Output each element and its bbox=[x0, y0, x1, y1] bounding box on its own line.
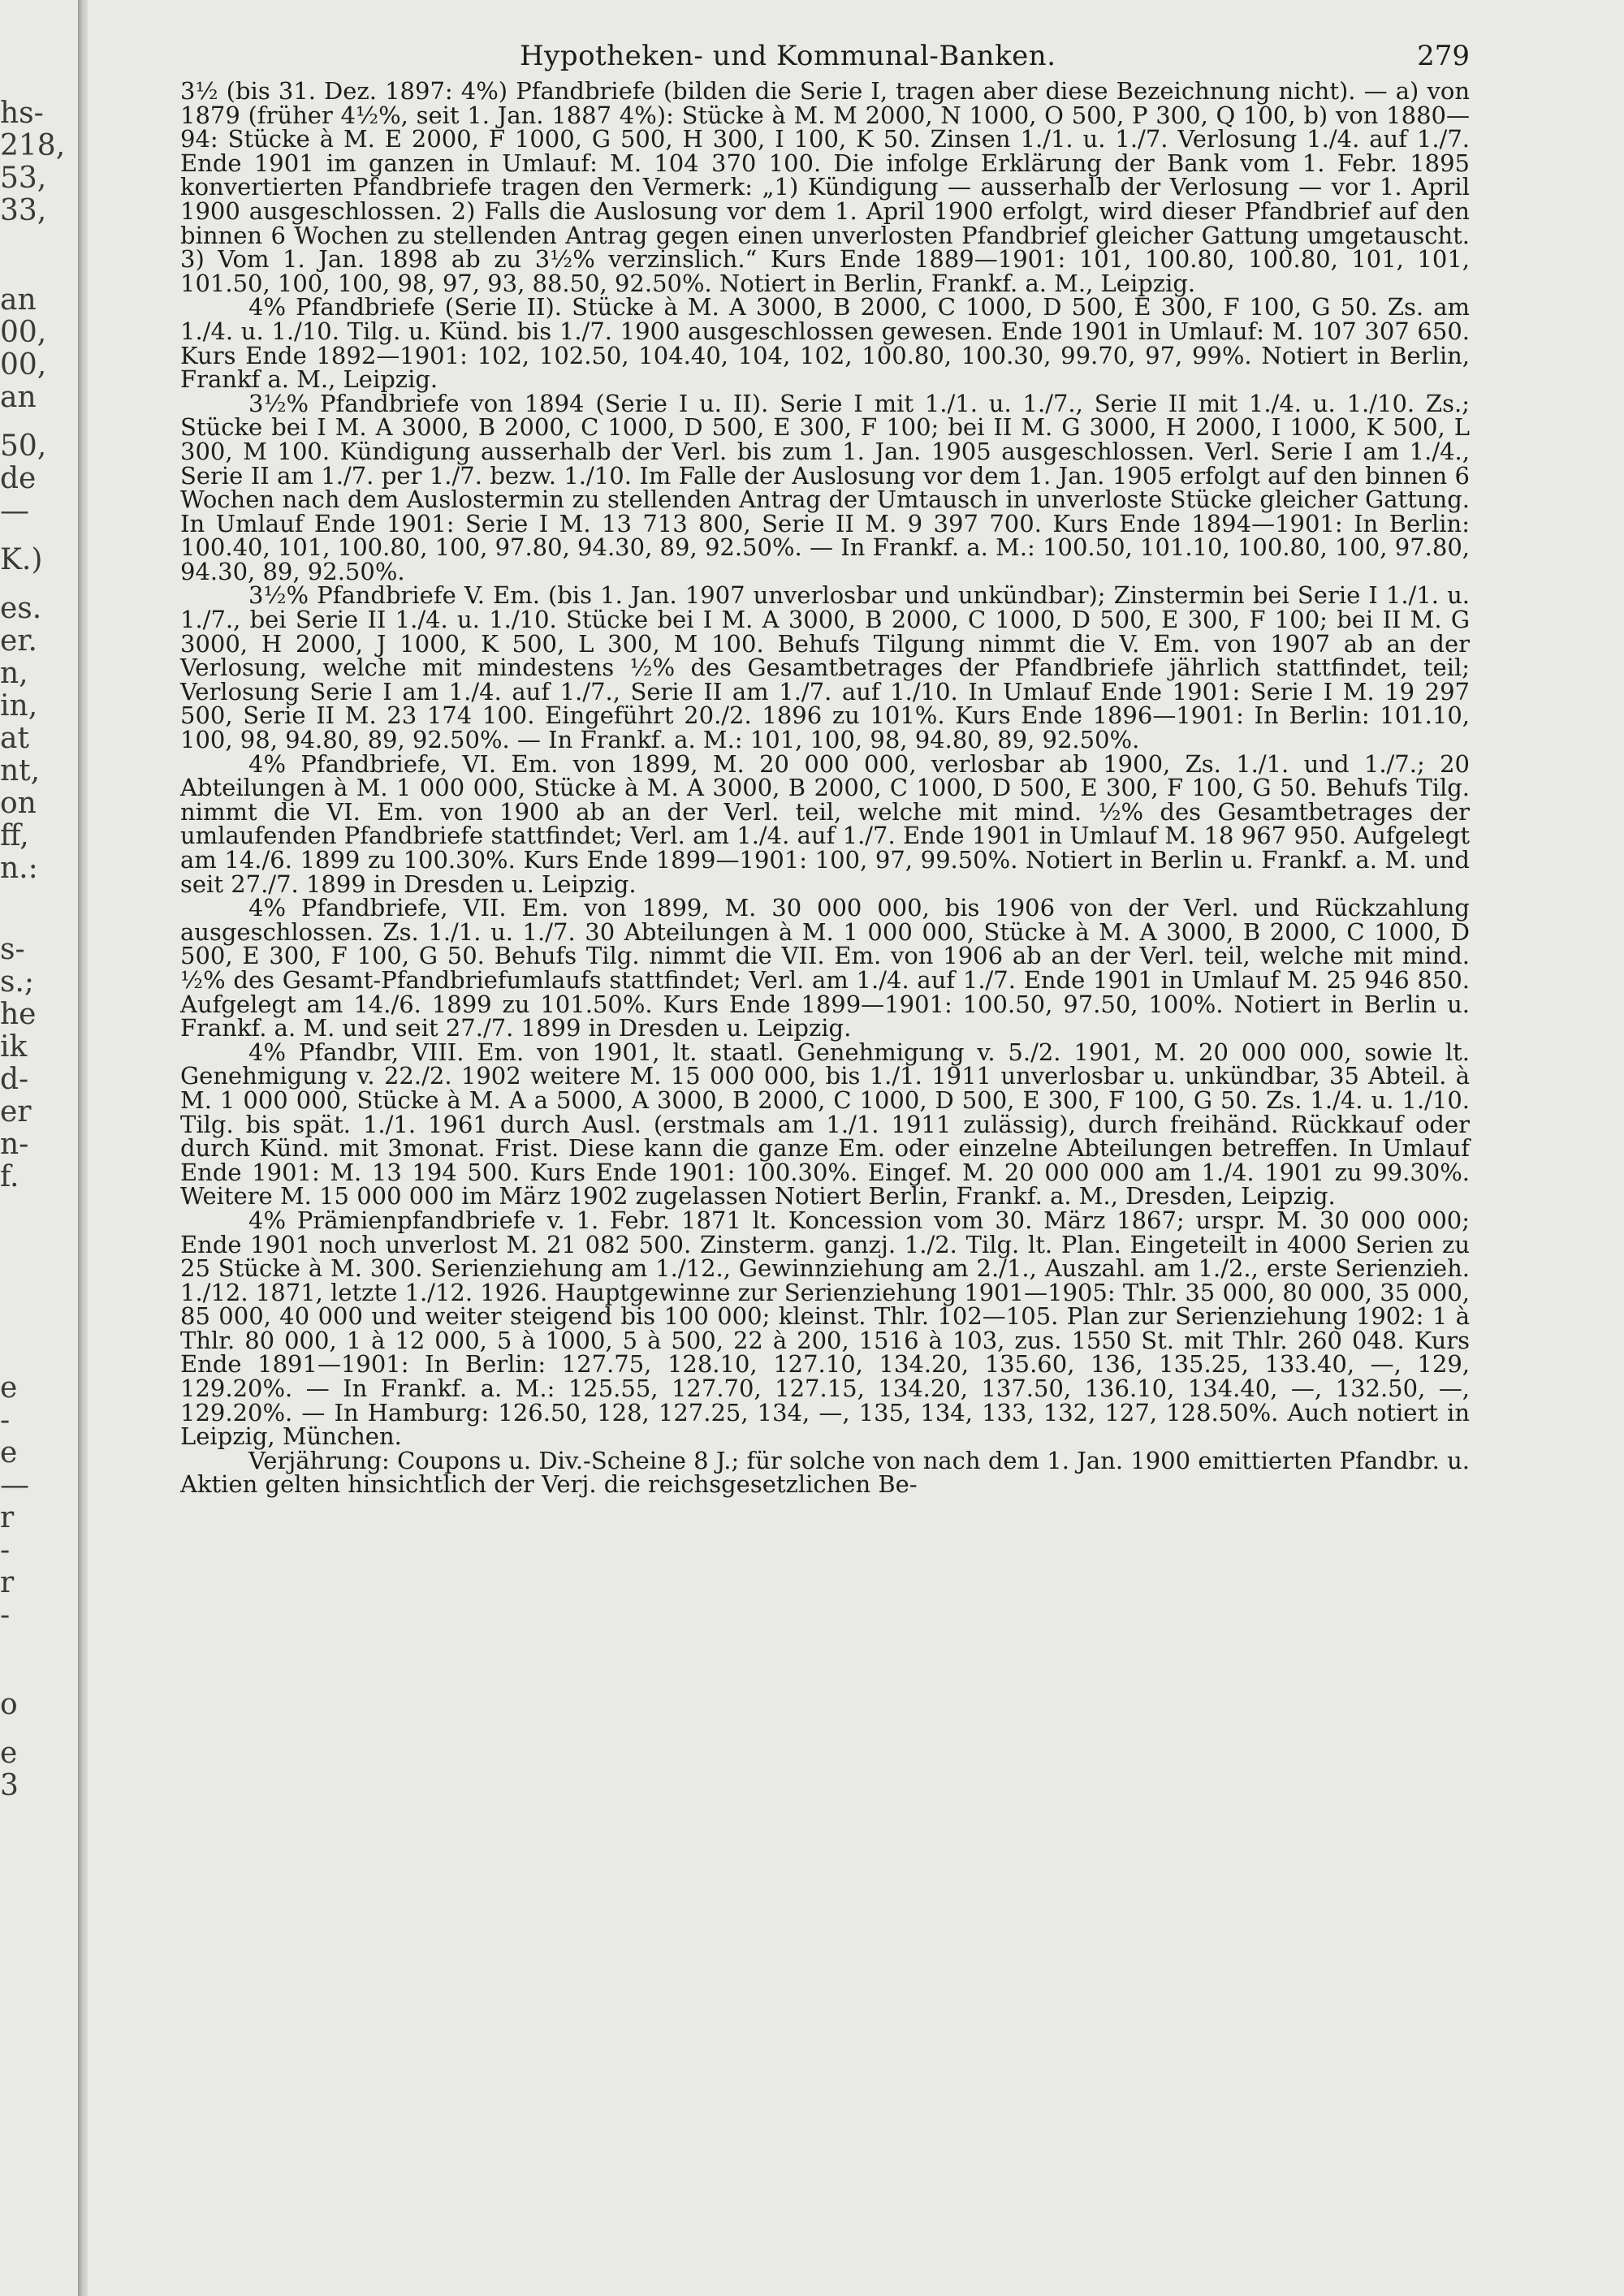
margin-fragment: 50, bbox=[0, 429, 47, 463]
margin-fragment: 3 bbox=[0, 1769, 19, 1802]
page-header bbox=[180, 32, 1470, 80]
margin-fragment: s- bbox=[0, 933, 25, 966]
margin-fragment: d- bbox=[0, 1063, 29, 1096]
page-fold-shadow bbox=[78, 0, 88, 2296]
margin-fragment: de bbox=[0, 462, 37, 495]
margin-fragment: n- bbox=[0, 1128, 29, 1161]
margin-fragment: f. bbox=[0, 1160, 19, 1193]
paragraph: 4% Pfandbriefe (Serie II). Stücke à M. A 3000, B 2000, C 1000, D 500, E 300, F 100, G 50. Zs. am 1./4. u. 1./10. Tilg. u. Künd. bis 1./7. 1900 ausgeschlossen gewesen. Ende 1901 in Umlauf: M. 107 307 650. Kurs Ende 1892—1901: 102, 102.50, 104.40, 104, 102, 100.80, 100.30, 99.70, 97, 99%. Notiert in Berlin, Frankf a. M., Leipzig. bbox=[180, 293, 1470, 394]
paragraph: 3½% Pfandbriefe von 1894 (Serie I u. II). Serie I mit 1./1. u. 1./7., Serie II mit 1./4. u. 1./10. Zs.; Stücke bei I M. A 3000, B 2000, C 1000, D 500, E 300, F 100; bei II M. G 3000, H 2000, I 1000, K 500, L 300, M 100. Kündigung ausserhalb der Verl. bis zum 1. Jan. 1905 ausgeschlossen. Verl. Serie I am 1./4., Serie II am 1./7. per 1./7. bezw. 1./10. Im Falle der Auslosung vor dem 1. Jan. 1905 erfolgt auf den binnen 6 Wochen nach dem Auslostermin zu stellenden Antrag der Umtausch in unverloste Stücke gleicher Gattung. In Umlauf Ende 1901: Serie I M. 13 713 800, Serie II M. 9 397 700. Kurs Ende 1894—1901: In Berlin: 100.40, 101, 100.80, 100, 97.80, 94.30, 89, 92.50%. — In Frankf. a. M.: 100.50, 101.10, 100.80, 100, 97.80, 94.30, 89, 92.50%. bbox=[180, 389, 1470, 585]
paragraph: 4% Pfandbriefe, VI. Em. von 1899, M. 20 000 000, verlosbar ab 1900, Zs. 1./1. und 1./7.; 20 Abteilungen à M. 1 000 000, Stücke à M. A 3000, B 2000, C 1000, D 500, E 300, F 100, G 50. Behufs Tilg. nimmt die VI. Em. von 1900 ab an der Verl. teil, welche mit mind. ½% des Gesamtbetrages der umlaufenden Pfandbriefe stattfindet; Verl. am 1./4. auf 1./7. Ende 1901 in Umlauf M. 18 967 950. Aufgelegt am 14./6. 1899 zu 100.30%. Kurs Ende 1899—1901: 100, 97, 99.50%. Notiert in Berlin u. Frankf. a. M. und seit 27./7. 1899 in Dresden u. Leipzig. bbox=[180, 749, 1470, 898]
paragraph: 3½% Pfandbriefe V. Em. (bis 1. Jan. 1907 unverlosbar und unkündbar); Zinstermin bei Serie I 1./1. u. 1./7., bei Serie II 1./4. u. 1./10. Stücke bei I M. A 3000, B 2000, C 1000, D 500, E 300, F 100; bei II M. G 3000, H 2000, J 1000, K 500, L 300, M 100. Behufs Tilgung nimmt die V. Em. von 1907 ab an der Verlosung, welche mit mindestens ½% des Gesamtbetrages der Pfandbriefe jährlich stattfindet, teil; Verlosung Serie I am 1./4. auf 1./7., Serie II am 1./7. auf 1./10. In Umlauf Ende 1901: Serie I M. 19 297 500, Serie II M. 23 174 100. Eingeführt 20./2. 1896 zu 101%. Kurs Ende 1896—1901: In Berlin: 101.10, 100, 98, 94.80, 89, 92.50%. — In Frankf. a. M.: 101, 100, 98, 94.80, 89, 92.50%. bbox=[180, 581, 1470, 754]
margin-fragment: on bbox=[0, 787, 37, 820]
margin-fragment: es. bbox=[0, 592, 42, 625]
paragraph: 4% Pfandbr, VIII. Em. von 1901, lt. staatl. Genehmigung v. 5./2. 1901, M. 20 000 000, sowie lt. Genehmigung v. 22./2. 1902 weitere M. 15 000 000, bis 1./1. 1911 unverlosbar u. unkündbar, 35 Abteil. à M. 1 000 000, Stücke à M. A a 5000, A 3000, B 2000, C 1000, D 500, E 300, F 100, G 50. Zs. 1./4. u. 1./10. Tilg. bis spät. 1./1. 1961 durch Ausl. (erstmals am 1./1. 1911 zulässig), durch freihänd. Rückkauf oder durch Künd. mit 3monat. Frist. Diese kann die ganze Em. oder einzelne Abteilungen betreffen. In Umlauf Ende 1901: M. 13 194 500. Kurs Ende 1901: 100.30%. Eingef. M. 20 000 000 am 1./4. 1901 zu 99.30%. Weitere M. 15 000 000 im März 1902 zugelassen Notiert Berlin, Frankf. a. M., Dresden, Leipzig. bbox=[180, 1038, 1470, 1211]
margin-fragment: nt, bbox=[0, 754, 41, 788]
paragraph: 3½ (bis 31. Dez. 1897: 4%) Pfandbriefe (bilden die Serie I, tragen aber diese Bezeichnung nicht). — a) von 1879 (früher 4½%, seit 1. Jan. 1887 4%): Stücke à M. M 2000, N 1000, O 500, P 300, Q 100, b) von 1880—94: Stücke à M. E 2000, F 1000, G 500, H 300, I 100, K 50. Zinsen 1./1. u. 1./7. Verlosung 1./4. auf 1./7. Ende 1901 im ganzen in Umlauf: M. 104 370 100. Die infolge Erklärung der Bank vom 1. Febr. 1895 konvertierten Pfandbriefe tragen den Vermerk: „1) Kündigung — ausserhalb der Verlosung — vor 1. April 1900 ausgeschlossen. 2) Falls die Auslosung vor dem 1. April 1900 erfolgt, wird dieser Pfandbrief auf den binnen 6 Wochen zu stellenden Antrag gegen einen unverlosten Pfandbrief gleicher Gattung umgetauscht. 3) Vom 1. Jan. 1898 ab zu 3½% verzinslich.“ Kurs Ende 1889—1901: 101, 100.80, 100.80, 101, 101, 101.50, 100, 100, 98, 97, 93, 88.50, 92.50%. Notiert in Berlin, Frankf. a. M., Leipzig. bbox=[180, 77, 1470, 297]
margin-fragment: ff, bbox=[0, 819, 29, 852]
margin-fragment: e bbox=[0, 1436, 18, 1470]
margin-fragment: at bbox=[0, 722, 29, 755]
margin-fragment: n.: bbox=[0, 852, 38, 885]
margin-fragment: er. bbox=[0, 624, 38, 658]
margin-fragment: e bbox=[0, 1737, 18, 1770]
margin-fragment: o bbox=[0, 1688, 18, 1721]
paragraph: 4% Prämienpfandbriefe v. 1. Febr. 1871 lt. Koncession vom 30. März 1867; urspr. M. 30 000 000; Ende 1901 noch unverlost M. 21 082 500. Zinsterm. ganzj. 1./2. Tilg. lt. Plan. Eingeteilt in 4000 Serien zu 25 Stücke à M. 300. Serienziehung am 1./12., Gewinnziehung am 2./1., Auszahl. am 1./2., erste Serienzieh. 1./12. 1871, letzte 1./12. 1926. Hauptgewinne zur Serienziehung 1901—1905: Thlr. 35 000, 80 000, 35 000, 85 000, 40 000 und weiter steigend bis 100 000; kleinst. Thlr. 102—105. Plan zur Serienziehung 1902: 1 à Thlr. 80 000, 1 à 12 000, 5 à 1000, 5 à 500, 22 à 200, 1516 à 103, zus. 1550 St. mit Thlr. 260 048. Kurs Ende 1891—1901: In Berlin: 127.75, 128.10, 127.10, 134.20, 135.60, 136, 135.25, 133.40, —, 129, 129.20%. — In Frankf. a. M.: 125.55, 127.70, 127.15, 134.20, 137.50, 136.10, 134.40, —, 132.50, —, 129.20%. — In Hamburg: 126.50, 128, 127.25, 134, —, 135, 134, 133, 132, 127, 128.50%. Auch notiert in Leipzig, München. bbox=[180, 1206, 1470, 1451]
margin-fragment: an bbox=[0, 381, 37, 414]
margin-fragment: 00, bbox=[0, 348, 47, 382]
margin-fragment: — bbox=[0, 1469, 29, 1502]
margin-fragment: an bbox=[0, 283, 37, 317]
margin-fragment: 00, bbox=[0, 316, 47, 349]
margin-fragment: in, bbox=[0, 689, 38, 723]
paragraph: Verjährung: Coupons u. Div.-Scheine 8 J.; für solche von nach dem 1. Jan. 1900 emittierten Pfandbr. u. Aktien gelten hinsichtlich der Verj. die reichsgesetzlichen Be- bbox=[180, 1446, 1470, 1499]
margin-fragment: er bbox=[0, 1095, 32, 1129]
running-title: Hypotheken- und Kommunal-Banken. bbox=[520, 40, 1056, 72]
margin-fragment: r bbox=[0, 1501, 15, 1534]
margin-fragment: 53, bbox=[0, 162, 47, 195]
paragraph: 4% Pfandbriefe, VII. Em. von 1899, M. 30 000 000, bis 1906 von der Verl. und Rückzahlung ausgeschlossen. Zs. 1./1. u. 1./7. 30 Abteilungen à M. 1 000 000, Stücke à M. A 3000, B 2000, C 1000, D 500, E 300, F 100, G 50. Behufs Tilg. nimmt die VII. Em. von 1906 ab an der Verl. teil, welche mit mind. ½% des Gesamt-Pfandbriefumlaufs stattfindet; Verl. am 1./4. auf 1./7. Ende 1901 in Umlauf M. 25 946 850. Aufgelegt am 14./6. 1899 zu 101.50%. Kurs Ende 1899—1901: 100.50, 97.50, 100%. Notiert in Berlin u. Frankf. a. M. und seit 27./7. 1899 in Dresden u. Leipzig. bbox=[180, 894, 1470, 1042]
margin-fragment: — bbox=[0, 494, 29, 528]
margin-fragment: - bbox=[0, 1404, 11, 1437]
margin-fragment: 218, bbox=[0, 129, 66, 162]
margin-fragment: K.) bbox=[0, 543, 43, 576]
margin-fragment: hs- bbox=[0, 97, 44, 130]
margin-fragment: e bbox=[0, 1371, 18, 1405]
margin-fragment: ik bbox=[0, 1030, 28, 1064]
margin-fragment: 33, bbox=[0, 194, 47, 227]
margin-fragment: n, bbox=[0, 657, 28, 690]
margin-fragment: - bbox=[0, 1599, 11, 1632]
margin-fragment: r bbox=[0, 1566, 15, 1599]
margin-fragment: s.; bbox=[0, 965, 35, 999]
margin-fragment: he bbox=[0, 998, 37, 1031]
margin-fragment: - bbox=[0, 1534, 11, 1567]
document-page bbox=[180, 32, 1470, 1497]
page-number: 279 bbox=[1417, 40, 1470, 72]
